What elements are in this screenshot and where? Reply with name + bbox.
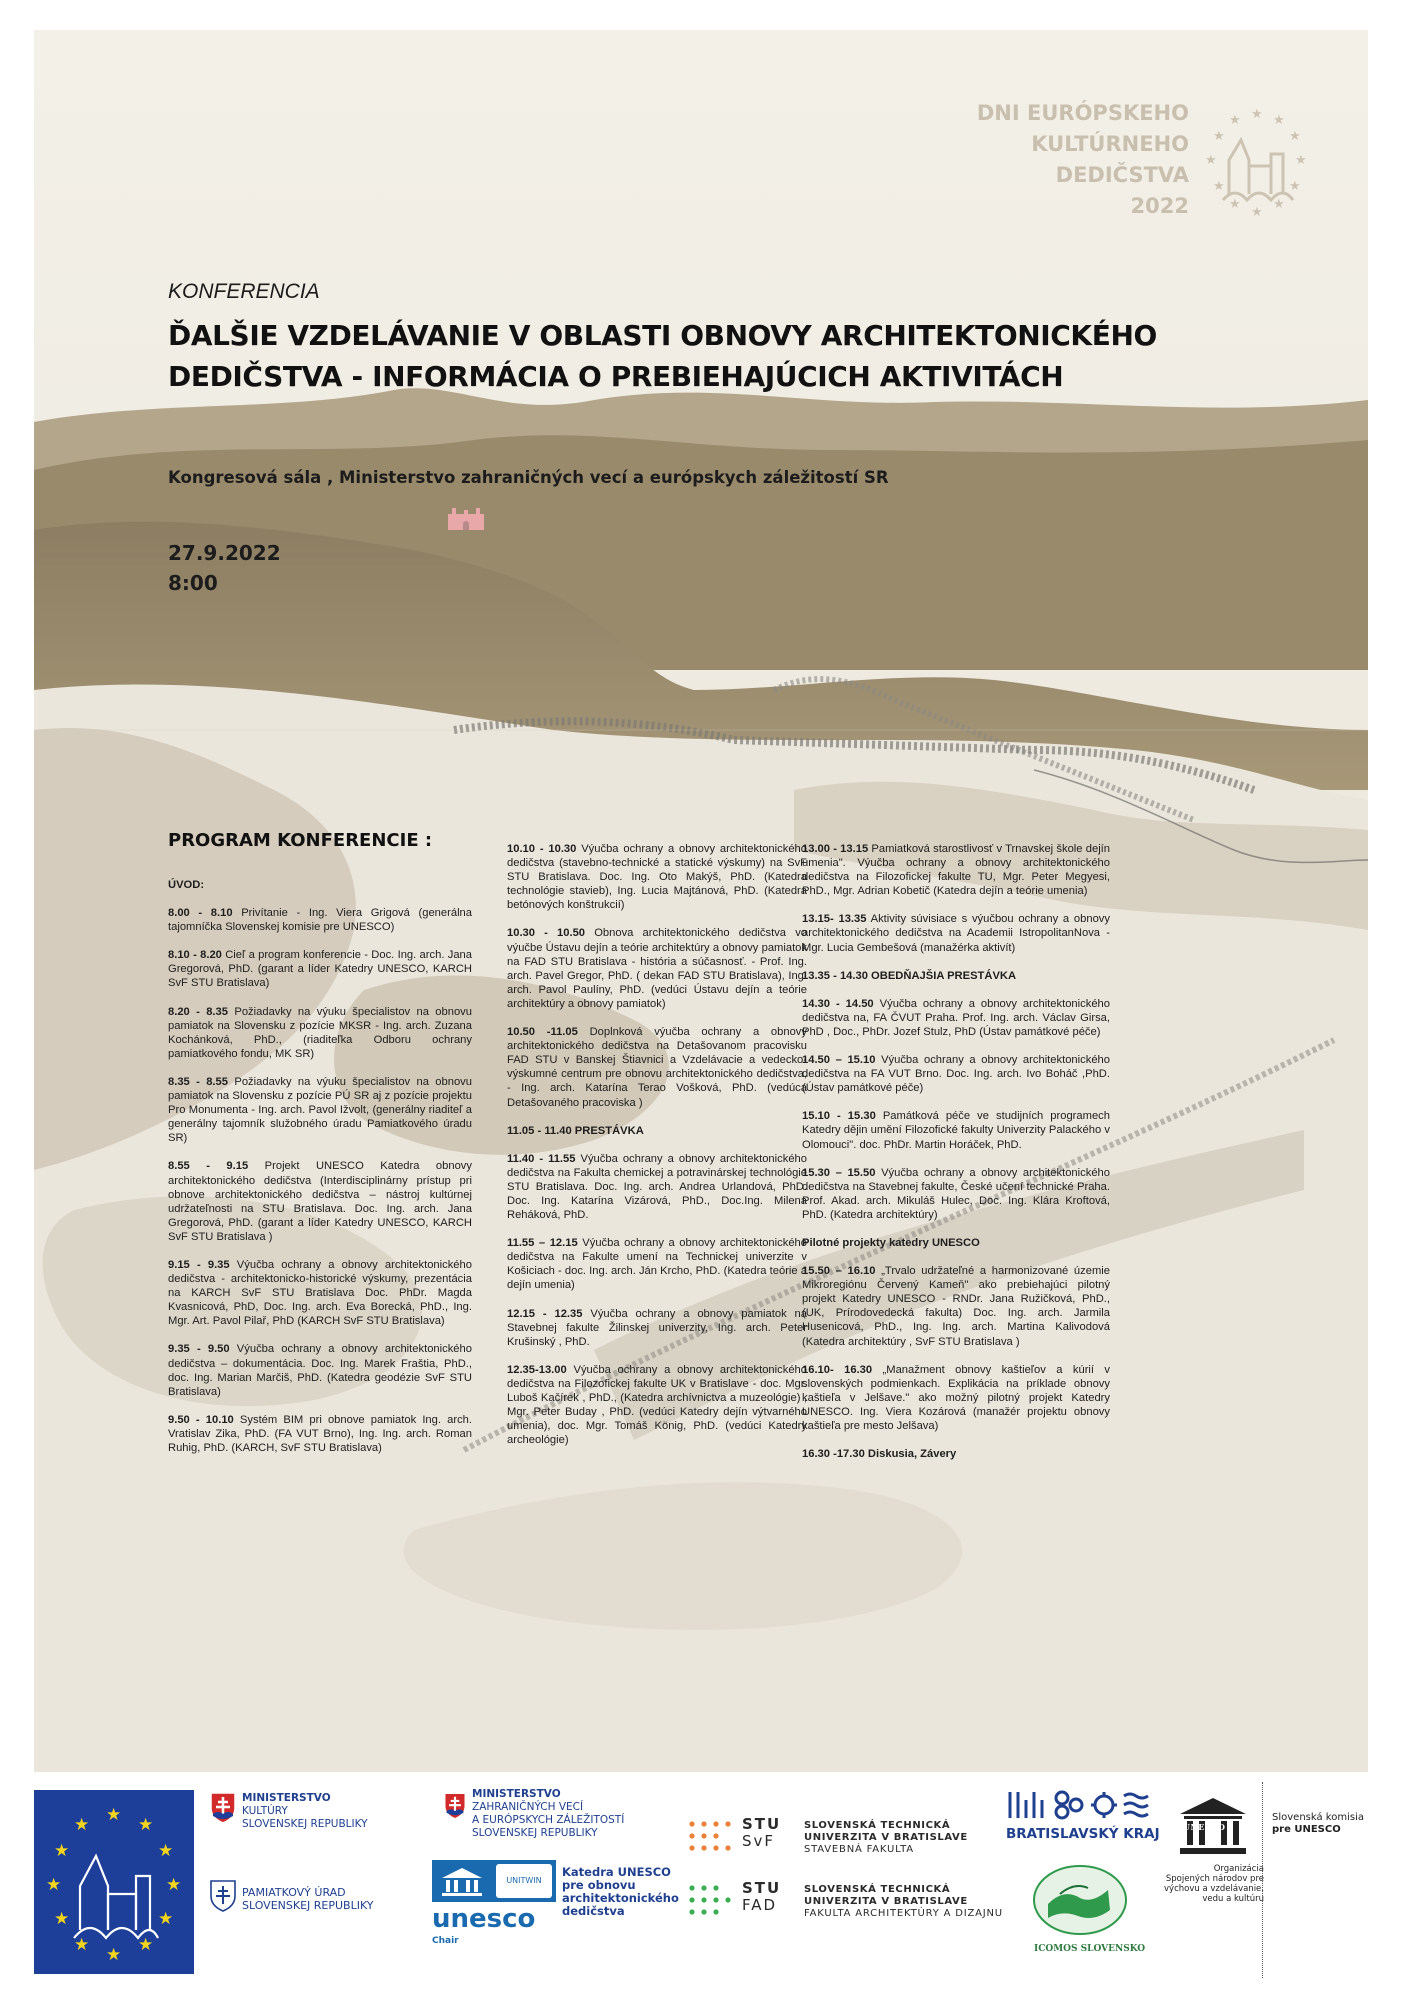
program-item-text: Obnova architektonického dedičstva vo výučbe Ústavu dejín a teórie architektúry a obnovy pamiatok na FAD STU Bratislava - história a súčasnosť. - Prof. Ing. arch. Pavel Gregor, PhD. ( dekan FAD STU Bratislava), Ing. arch. Pavol Paulíny, PhD. (vedúci Ústavu dejín a teórie architektúry a obnovy pamiatok) — [507, 927, 808, 1010]
stu-fad-line: SLOVENSKÁ TECHNICKÁ — [804, 1884, 951, 1895]
program-item-text: Výučba ochrany a obnovy architektonického dedičstva na Fakulta chemickej a potravinárskej technológie STU Bratislava. Doc. Ing. arch. Andrea Urlandová, PhD. Doc. Ing. Katarína Vizárová, PhD., Doc.Ing. Milena Reháková, PhD. — [507, 1152, 807, 1222]
svg-text:★: ★ — [1229, 197, 1241, 212]
program-item-text: Výučba ochrany a obnovy architektonického dedičstva (stavebno-technické a statické výskumy) na SvF STU Bratislava. Doc. Ing. Oto Makýš, PhD. (Katedra technológie stavieb), Ing. Lucia Majtánová, PhD. (Katedra betónových konštrukcií) — [507, 843, 807, 912]
program-item-text: Pamiatková starostlivosť v Trnavskej škole dejín umenia". Výučba ochrany a obnovy architektonického dedičstva na Filozofickej fakulte TU, Mgr. Peter Megyesi, PhD., Mgr. Adrian Kobetič (Katedra dejín a teórie umenia) — [802, 843, 1111, 898]
stu-svf-mark-line: STU — [742, 1815, 782, 1833]
heritage-days-logo-icon — [1201, 104, 1311, 234]
program-item-time: 16.10- 16.30 — [802, 1363, 873, 1376]
unesco-org-line: Spojených národov pre — [1165, 1874, 1264, 1884]
program-item-time: 15.10 - 15.30 — [802, 1110, 876, 1123]
program-item-time: 14.30 - 14.50 — [802, 997, 874, 1010]
program-item-time: 8.00 - 8.10 — [168, 907, 233, 920]
program-section-heading: Pilotné projekty katedry UNESCO — [802, 1236, 980, 1249]
partner-logos — [0, 1772, 1401, 2000]
ministry-foreign-affairs-logo — [472, 1788, 624, 1840]
program-item — [168, 1159, 472, 1244]
program-item — [802, 912, 1110, 954]
svg-text:★: ★ — [1229, 113, 1241, 128]
conference-title-line: ĎALŠIE VZDELÁVANIE V OBLASTI OBNOVY ARCHITEKTONICKÉHO — [168, 319, 1157, 352]
program-item-time: 9.15 - 9.35 — [168, 1258, 230, 1271]
program-item-time: 13.00 - 13.15 — [802, 843, 869, 855]
program-heading: PROGRAM KONFERENCIE : — [168, 830, 433, 851]
unesco-org-caption — [1160, 1864, 1264, 1904]
svg-text:★: ★ — [1289, 179, 1301, 194]
unesco-chair-sub: Chair — [432, 1936, 459, 1946]
monuments-board-line: PAMIATKOVÝ ÚRAD — [242, 1886, 346, 1899]
program-item-time: 13.15- 13.35 — [802, 913, 867, 926]
monuments-board-icon — [210, 1880, 236, 1912]
program-item-text: Výučba ochrany a obnovy architektonického dedičstva na Stavebnej fakulte, České učení technické Praha. Prof. Akad. arch. Mikuláš Hulec, Doc. Ing. Klára Kroftová, PhD. (Katedra architektúry) — [802, 1166, 1110, 1221]
svg-text:★: ★ — [1289, 129, 1301, 144]
stu-svf-line: UNIVERZITA V BRATISLAVE — [804, 1832, 968, 1843]
stu-svf-logo — [804, 1820, 968, 1856]
program-item-time: 9.35 - 9.50 — [168, 1343, 230, 1356]
ministry-foreign-affairs-line: ZAHRANIČNÝCH VECÍ — [472, 1801, 584, 1813]
svg-text:★: ★ — [54, 1909, 70, 1929]
program-item-time: 12.35-13.00 — [507, 1363, 567, 1376]
program-item — [168, 1075, 472, 1145]
svg-text:★: ★ — [74, 1935, 90, 1955]
program-item-time: 8.20 - 8.35 — [168, 1005, 228, 1018]
stu-svf-line: STAVEBNÁ FAKULTA — [804, 1844, 914, 1855]
program-item-text: Požiadavky na výuku špecialistov na obnovu pamiatok na Slovensku z pozície PÚ SR aj z pozície projektu Pro Monumenta - Ing. arch. Pavol Ižvolt, (generálny riaditeľ a generálny tajomník služobného úradu Pamiatkového úradu SR) — [168, 1075, 472, 1145]
unesco-chair-wordmark: unesco — [432, 1904, 536, 1934]
svg-text:★: ★ — [54, 1841, 70, 1861]
program-item — [802, 1053, 1110, 1095]
program-item — [507, 1152, 807, 1222]
unesco-temple-icon — [440, 1866, 484, 1896]
program-item — [802, 1109, 1110, 1151]
program-item — [802, 1264, 1110, 1349]
program-item — [168, 906, 472, 934]
eu-heritage-flag-icon — [34, 1790, 194, 1974]
svg-text:★: ★ — [1251, 205, 1263, 220]
program-item-text: Projekt UNESCO Katedra obnovy architektonického dedičstva (Interdisciplinárny prístup pri obnove architektonického dedičstva – nástroj kultúrnej udržateľnosti na STU Bratislava. Doc. Ing. arch. Jana Gregorová, PhD. (garant a líder Katedry UNESCO, KARCH SvF STU Bratislava ) — [168, 1160, 472, 1243]
ministry-culture-logo — [242, 1792, 368, 1831]
program-item — [507, 842, 807, 912]
monuments-board-logo — [242, 1886, 374, 1912]
program-item — [168, 1005, 472, 1061]
svg-text:★: ★ — [1295, 153, 1307, 168]
program-item — [802, 1166, 1110, 1222]
ministry-culture-line: SLOVENSKEJ REPUBLIKY — [242, 1818, 368, 1830]
unesco-chair-department-line: dedičstva — [562, 1904, 625, 1918]
program-section-heading: 11.05 - 11.40 PRESTÁVKA — [507, 1124, 644, 1137]
svg-text:★: ★ — [158, 1909, 174, 1929]
unitwin-mark: UNITWIN — [496, 1864, 552, 1898]
heritage-days-line: DEDIČSTVA — [1055, 163, 1189, 187]
slovak-unesco-commission — [1272, 1812, 1364, 1836]
program-item — [507, 926, 807, 1011]
program-item-time: 8.35 - 8.55 — [168, 1075, 228, 1088]
program-item — [507, 1025, 807, 1110]
svg-text:★: ★ — [106, 1945, 122, 1965]
program-item-text: „Trvalo udržateľné a harmonizované územie Mikroregiónu Červený Kameň" ako prebiehajúci pilotný projekt Katedry UNESCO - RNDr. Jana Ružičková, PhD., (UK, Prírodovedecká fakulta) Doc. Ing. arch. Jarmila Husenicová, PhD., Ing. Ing. arch. Martina Kalivodová (Katedra architektúry , SvF STU Bratislava ) — [802, 1265, 1110, 1348]
icomos-label: ICOMOS SLOVENSKO — [1034, 1944, 1146, 1954]
svg-text:★: ★ — [1213, 179, 1225, 194]
program-item-text: Doplnková výučba ochrany a obnovy architektonického dedičstva na Detašovanom pracovisku FAD STU v Banskej Štiavnici a Vzdelávacie a vedecko-výskumné centrum pre obnovu architektonického dedičstva, - Ing. arch. Katarína Terao Vošková, PhD. (vedúca Detašovaného pracoviska ) — [507, 1026, 807, 1109]
svg-text:★: ★ — [106, 1805, 122, 1825]
program-item-text: Cieľ a program konferencie - Doc. Ing. arch. Jana Gregorová, PhD. (garant a líder Katedry UNESCO, KARCH SvF STU Bratislava) — [168, 949, 472, 990]
event-type: KONFERENCIA — [168, 280, 320, 303]
program-item — [168, 1342, 472, 1398]
svg-text:★: ★ — [1213, 129, 1225, 144]
svg-text:★: ★ — [138, 1935, 154, 1955]
program-section-heading: ÚVOD: — [168, 879, 205, 891]
stu-fad-dots-icon — [688, 1884, 738, 1924]
slovak-coat-of-arms-icon — [444, 1792, 466, 1820]
ministry-culture-line: KULTÚRY — [242, 1805, 288, 1817]
svg-text:★: ★ — [166, 1875, 182, 1895]
program-item-text: Výučba ochrany a obnovy architektonického dedičstva na, FA ČVUT Praha. Prof. Ing. arch. Václav Girsa, PhD , Doc., PhDr. Jozef Stulz, PhD (Ústav památkové péče) — [802, 997, 1110, 1038]
slovak-coat-of-arms-icon — [210, 1792, 236, 1824]
program-item-text: Požiadavky na výuku špecialistov na obnovu pamiatok na Slovensku z pozície MKSR - Ing. arch. Zuzana Kochánková, PhD., (riaditeľka Odboru ochrany pamiatkového fondu, MK SR) — [168, 1005, 472, 1060]
program-item — [168, 948, 472, 990]
unesco-chair-department-line: pre obnovu — [562, 1878, 636, 1892]
program-item-text: Výučba ochrany a obnovy architektonického dedičstva na Filozofickej fakulte UK v Bratislave - doc. Mgr. Luboš Kačírek , PhD., (Katedra archívnictva a muzeológie) , Mgr. Peter Buday , PhD. (vedúci Katedry dejín výtvarného umenia), doc. Mgr. Tomáš König, PhD. (vedúci Katedry archeológie) — [507, 1363, 807, 1447]
heritage-days-year: 2022 — [1130, 194, 1189, 218]
program-item-text: Výučba ochrany a obnovy architektonického dedičstva na FA VUT Brno. Doc. Ing. arch. Ivo Boháč ,PhD. (Ústav památkové péče) — [802, 1054, 1110, 1095]
program-column-1 — [168, 878, 472, 1469]
poster — [34, 30, 1368, 1772]
program-item-time: 15.50 – 16.10 — [802, 1265, 876, 1278]
unesco-temple-label: UNESCO — [1183, 1822, 1226, 1832]
ministry-foreign-affairs-line: MINISTERSTVO — [472, 1788, 561, 1800]
slovak-unesco-commission-line: Slovenská komisia — [1272, 1812, 1364, 1823]
program-column-3 — [802, 842, 1110, 1475]
stu-svf-mark-line: SvF — [742, 1832, 776, 1850]
unesco-org-line: výchovu a vzdelávanie, — [1164, 1884, 1264, 1894]
program-item — [507, 1307, 807, 1349]
svg-text:★: ★ — [46, 1875, 62, 1895]
event-date: 27.9.2022 — [168, 541, 281, 565]
svg-text:★: ★ — [74, 1815, 90, 1835]
program-item-text: „Manažment obnovy kaštieľov a kúrií v slovenských podmienkach. Explikácia na príklade obnovy kaštieľa v Jelšave." ako možný pilotný projekt Katedry UNESCO. Ing. Viera Kozárová (manažér projektu obnovy kaštieľa pre mesto Jelšava) — [802, 1363, 1111, 1432]
heritage-days-mark — [939, 98, 1339, 268]
program-item-text: Výučba ochrany a obnovy architektonického dedičstva – dokumentácia. Doc. Ing. Marek Fraštia, PhD., doc. Ing. Marian Marčiš, PhD. (Katedra geodézie SvF STU Bratislava) — [168, 1343, 472, 1398]
program-item-text: Památková péče ve studijních programech Katedry dějin umění Filozofické fakulty Univerzity Palackého v Olomouci". doc. PhDr. Martin Horáček, PhD. — [802, 1110, 1110, 1151]
conference-title-line: DEDIČSTVA - INFORMÁCIA O PREBIEHAJÚCICH AKTIVITÁCH — [168, 360, 1064, 393]
svg-text:★: ★ — [158, 1841, 174, 1861]
svg-text:★: ★ — [138, 1815, 154, 1835]
program-item-text: Privítanie - Ing. Viera Grigová (generálna tajomníčka Slovenskej komisie pre UNESCO) — [168, 907, 472, 934]
program-item-text: Výučba ochrany a obnovy pamiatok na Stavebnej fakulte Žilinskej univerzity, Ing. arch. Peter Krušinský , PhD. — [507, 1307, 808, 1348]
bratislava-region-label: BRATISLAVSKÝ KRAJ — [1006, 1826, 1160, 1842]
program-item — [802, 1363, 1110, 1433]
ministry-foreign-affairs-line: SLOVENSKEJ REPUBLIKY — [472, 1827, 598, 1839]
stu-fad-line: UNIVERZITA V BRATISLAVE — [804, 1896, 968, 1907]
unesco-divider — [1262, 1782, 1264, 1978]
event-time: 8:00 — [168, 571, 218, 595]
program-item-time: 12.15 - 12.35 — [507, 1307, 583, 1320]
castle-icon — [448, 508, 484, 530]
heritage-days-line: DNI EURÓPSKEHO — [976, 101, 1189, 125]
venue: Kongresová sála , Ministerstvo zahraničných vecí a európskych záležitostí SR — [168, 468, 889, 487]
program-item — [168, 1413, 472, 1455]
program-item — [168, 1258, 472, 1328]
program-item-text: Aktivity súvisiace s výučbou ochrany a obnovy architektonického dedičstva na Academii IstropolitanNova - Mgr. Lucia Gembešová (manažérka aktivít) — [802, 913, 1110, 954]
unesco-chair-department-line: Katedra UNESCO — [562, 1865, 671, 1879]
program-item-text: Výučba ochrany a obnovy architektonického dedičstva - architektonicko-historické výskumy, prezentácia na KARCH SvF STU Bratislava Doc. PhDr. Magda Kvasnicová, PhD, Doc. Ing. arch. Eva Borecká, PhD., Ing. Mgr. Art. Pavol Pilař, PhD (KARCH SvF STU Bratislava) — [168, 1258, 472, 1328]
ministry-culture-line: MINISTERSTVO — [242, 1792, 331, 1804]
stu-fad-mark-line: STU — [742, 1879, 782, 1897]
program-item — [802, 997, 1110, 1039]
program-item-time: 14.50 – 15.10 — [802, 1054, 876, 1067]
stu-svf-dots-icon — [688, 1820, 738, 1860]
program-item-time: 10.10 - 10.30 — [507, 843, 577, 855]
program-column-2 — [507, 842, 807, 1461]
monuments-board-line: SLOVENSKEJ REPUBLIKY — [242, 1899, 374, 1912]
svg-text:★: ★ — [1251, 107, 1263, 122]
unesco-chair-badge — [432, 1860, 556, 1902]
unesco-org-line: vedu a kultúru — [1202, 1894, 1264, 1904]
stu-fad-mark — [742, 1880, 781, 1914]
stu-svf-line: SLOVENSKÁ TECHNICKÁ — [804, 1820, 951, 1831]
program-item-time: 9.50 - 10.10 — [168, 1413, 234, 1426]
program-item — [802, 842, 1110, 898]
svg-text:★: ★ — [1205, 153, 1217, 168]
program-item-time: 11.40 - 11.55 — [507, 1152, 576, 1165]
stu-fad-mark-line: FAD — [742, 1896, 778, 1914]
program-section-heading: 13.35 - 14.30 OBEDŇAJŠIA PRESTÁVKA — [802, 969, 1017, 982]
bratislava-region-icon — [1006, 1788, 1156, 1822]
stu-fad-logo — [804, 1884, 1003, 1920]
event-date-time — [168, 538, 281, 598]
stu-fad-line: FAKULTA ARCHITEKTÚRY A DIZAJNU — [804, 1908, 1003, 1919]
slovak-unesco-commission-line: pre UNESCO — [1272, 1824, 1341, 1835]
stu-svf-mark — [742, 1816, 781, 1850]
heritage-days-line: KULTÚRNEHO — [1031, 132, 1189, 156]
program-item-text: Výučba ochrany a obnovy architektonického dedičstva na Fakulte umení na Technickej univerzite v Košiciach - doc. Ing. arch. Ján Krcho, PhD. (Katedra teórie a dejín umenia) — [507, 1237, 807, 1292]
program-item-time: 8.55 - 9.15 — [168, 1160, 249, 1173]
program-item-time: 15.30 – 15.50 — [802, 1166, 876, 1179]
program-item-time: 8.10 - 8.20 — [168, 949, 222, 962]
svg-text:★: ★ — [1273, 197, 1285, 212]
program-item — [507, 1236, 807, 1292]
program-item-time: 11.55 – 12.15 — [507, 1237, 578, 1250]
conference-title — [168, 315, 1157, 397]
svg-text:★: ★ — [1273, 113, 1285, 128]
program-item-time: 10.50 -11.05 — [507, 1026, 578, 1039]
program-item-text: Systém BIM pri obnove pamiatok Ing. arch. Vratislav Zika, PhD. (FA VUT Brno), Ing. Ing. arch. Roman Ruhig, PhD. (KARCH, SvF STU Bratislava) — [168, 1413, 472, 1454]
unesco-chair-department-line: architektonického — [562, 1891, 679, 1905]
unesco-org-line: Organizácia — [1213, 1864, 1264, 1874]
program-item-time: 10.30 - 10.50 — [507, 927, 586, 940]
program-item — [507, 1363, 807, 1448]
ministry-foreign-affairs-line: A EURÓPSKYCH ZÁLEŽITOSTÍ — [472, 1814, 625, 1826]
program-section-heading: 16.30 -17.30 Diskusia, Závery — [802, 1448, 957, 1461]
unesco-chair-department — [562, 1866, 679, 1918]
icomos-icon — [1030, 1864, 1130, 1944]
